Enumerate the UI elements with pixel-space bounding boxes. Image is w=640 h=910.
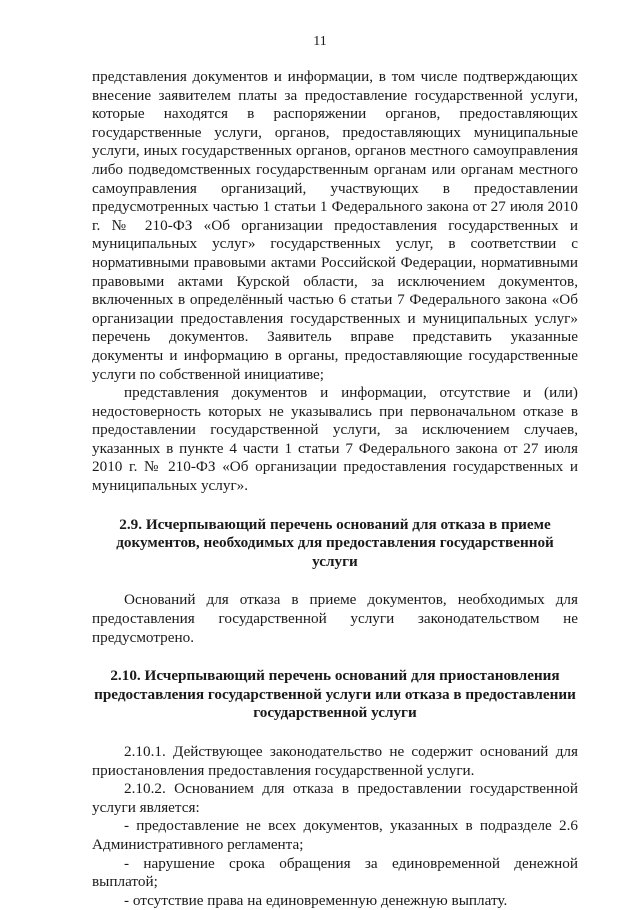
document-body — [92, 68, 578, 910]
list-item-incomplete-documents: - предоставление не всех документов, указанных в подразделе 2.6 Административного регламента; — [92, 817, 578, 853]
section-heading-2-9: 2.9. Исчерпывающий перечень оснований для отказа в приеме документов, необходимых для предоставления государственной услуги — [116, 515, 554, 570]
list-item-deadline-violation: - нарушение срока обращения за единовременной денежной выплатой; — [92, 854, 578, 891]
paragraph-no-grounds-refusal: Оснований для отказа в приеме документов, необходимых для предоставления государственной услуги законодательством не предусмотрено. — [92, 591, 578, 646]
list-item-no-entitlement: - отсутствие права на единовременную денежную выплату. — [124, 891, 508, 909]
paragraph-continuation: представления документов и информации, в том числе подтверждающих внесение заявителем платы за предоставление государственной услуги, которые находятся в распоряжении органов, предоставляющих государственные услуги, органов, предоставляющих муниципальные услуги, иных государственных органов, органов местного самоуправления либо подведомственных государственным органам или органам местного самоуправления организаций, участвующих в предоставлении предусмотренных частью 1 статьи 1 Федерального закона от 27 июля 2010 г. № 210-ФЗ «Об организации предоставления государственных и муниципальных услуг» государственных услуг, в соответствии с нормативными правовыми актами Российской Федерации, нормативными правовыми актами Курской области, за исключением документов, включенных в определённый частью 6 статьи 7 Федерального закона «Об организации предоставления государственных и муниципальных услуг» перечень документов. Заявитель вправе представить указанные документы и информацию в органы, предоставляющие государственные услуги по собственной инициативе; — [92, 68, 578, 383]
paragraph-2-10-2: 2.10.2. Основанием для отказа в предоставлении государственной услуги является: — [92, 780, 578, 816]
paragraph-documents-not-indicated: представления документов и информации, отсутствие и (или) недостоверность которых не указывались при первоначальном отказе в предоставлении государственной услуги, за исключением случаев, указанных в пункте 4 части 1 статьи 7 Федерального закона от 27 июля 2010 г. № 210-ФЗ «Об организации предоставления государственных и муниципальных услуг». — [92, 384, 578, 495]
section-heading-2-10: 2.10. Исчерпывающий перечень оснований для приостановления предоставления государственной услуги или отказа в предоставлении государственной услуги — [94, 667, 576, 722]
paragraph-2-10-1: 2.10.1. Действующее законодательство не содержит оснований для приостановления предоставления государственной услуги. — [92, 743, 578, 779]
page-number: 11 — [313, 34, 327, 49]
